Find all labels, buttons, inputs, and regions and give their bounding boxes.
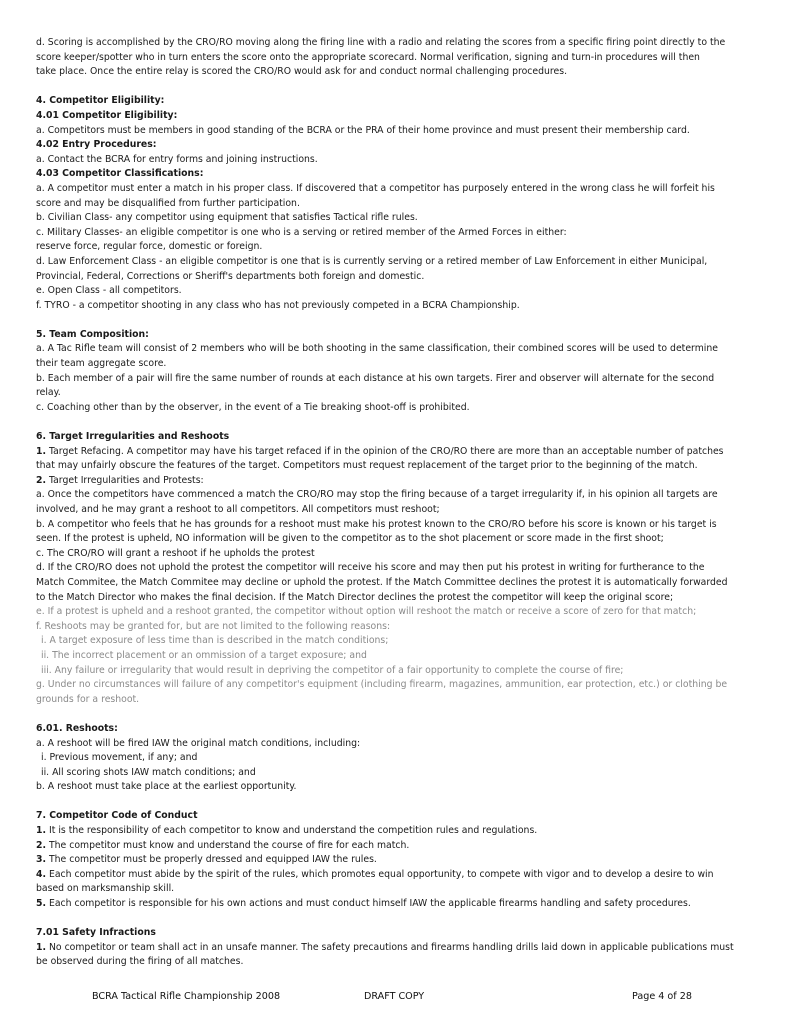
paragraph-grey: g. Under no circumstances will failure of any competitor's equipment (including firearm, magazines, ammunition, ear protection, etc.) or clothing be <box>36 679 728 691</box>
paragraph <box>36 445 760 460</box>
page-footer <box>0 991 791 1005</box>
paragraph: d. Law Enforcement Class - an eligible competitor is one that is is currently serving or a retired member of Law Enforcement in either Municipal, <box>36 255 708 267</box>
section-heading: 7.01 Safety Infractions <box>36 927 156 939</box>
paragraph-d: d. Scoring is accomplished by the CRO/RO moving along the firing line with a radio and relating the scores from a specific firing point directly to the <box>36 37 726 48</box>
paragraph <box>36 474 760 489</box>
paragraph: relay. <box>36 387 61 399</box>
paragraph: d. If the CRO/RO does not uphold the protest the competitor will receive his score and may then put his protest in writing for furtherance to the <box>36 562 705 574</box>
paragraph: seen. If the protest is upheld, NO information will be given to the competitor as to the shot placement or score made in the first shoot; <box>36 533 664 545</box>
paragraph: a. A competitor must enter a match in his proper class. If discovered that a competitor has purposely entered in the wrong class he will forfeit his <box>36 182 715 194</box>
paragraph: based on marksmanship skill. <box>36 883 175 895</box>
paragraph: e. Open Class - all competitors. <box>36 285 182 297</box>
paragraph: b. Civilian Class- any competitor using equipment that satisfies Tactical rifle rules. <box>36 212 418 224</box>
paragraph: be observed during the firing of all matches. <box>36 956 244 968</box>
paragraph: a. Competitors must be members in good standing of the BCRA or the PRA of their home province and must present their membership card. <box>36 124 690 136</box>
item-number: 5. <box>36 898 47 910</box>
item-text: The competitor must be properly dressed and equipped IAW the rules. <box>46 854 377 866</box>
paragraph-d: take place. Once the entire relay is scored the CRO/RO would ask for and conduct normal challenging procedures. <box>36 66 568 78</box>
item-number: 1. <box>36 825 47 837</box>
paragraph <box>36 853 760 868</box>
section-heading: 6.01. Reshoots: <box>36 722 118 734</box>
paragraph: f. TYRO - a competitor shooting in any class who has not previously competed in a BCRA Championship. <box>36 299 520 311</box>
paragraph: that may unfairly obscure the features of the target. Competitors must request replacement of the target prior to the beginning of the match. <box>36 460 698 472</box>
item-number: 2. <box>36 839 47 851</box>
paragraph: to the Match Director who makes the final decision. If the Match Director declines the protest the competitor will keep the original score; <box>36 591 674 603</box>
paragraph <box>36 868 760 883</box>
paragraph: a. A Tac Rifle team will consist of 2 members who will be both shooting in the same classification, their combined scores will be used to determine <box>36 343 718 355</box>
paragraph: a. Contact the BCRA for entry forms and joining instructions. <box>36 153 318 165</box>
paragraph: a. A reshoot will be fired IAW the original match conditions, including: <box>36 737 361 749</box>
item-number: 1. <box>36 445 47 457</box>
paragraph: c. The CRO/RO will grant a reshoot if he upholds the protest <box>36 547 315 559</box>
paragraph: reserve force, regular force, domestic or foreign. <box>36 241 263 253</box>
paragraph: c. Coaching other than by the observer, in the event of a Tie breaking shoot-off is prohibited. <box>36 401 470 413</box>
paragraph-grey: grounds for a reshoot. <box>36 693 140 705</box>
paragraph <box>36 824 760 839</box>
paragraph: their team aggregate score. <box>36 358 167 370</box>
item-text: Each competitor is responsible for his own actions and must conduct himself IAW the applicable firearms handling and safety procedures. <box>46 898 691 910</box>
subsection-heading: 4.02 Entry Procedures: <box>36 139 157 151</box>
paragraph-grey: ii. The incorrect placement or an ommission of a target exposure; and <box>41 649 367 661</box>
item-number: 3. <box>36 854 47 866</box>
item-text: Target Irregularities and Protests: <box>46 474 204 486</box>
footer-page-number: Page 4 of 28 <box>632 991 692 1002</box>
paragraph-grey: f. Reshoots may be granted for, but are not limited to the following reasons: <box>36 620 391 632</box>
paragraph: a. Once the competitors have commenced a match the CRO/RO may stop the firing because of a target irregularity if, in his opinion all targets are <box>36 489 718 501</box>
paragraph: Provincial, Federal, Corrections or Sheriff's departments both foreign and domestic. <box>36 270 425 282</box>
item-text: Each competitor must abide by the spirit of the rules, which promotes equal opportunity, to compete with vigor and to develop a desire to win <box>46 868 714 880</box>
item-text: The competitor must know and understand the course of fire for each match. <box>46 839 410 851</box>
paragraph-grey: iii. Any failure or irregularity that would result in depriving the competitor of a fair opportunity to complete the course of fire; <box>41 664 624 676</box>
paragraph: i. Previous movement, if any; and <box>41 752 198 764</box>
subsection-heading: 4.01 Competitor Eligibility: <box>36 109 178 121</box>
paragraph: c. Military Classes- an eligible competitor is one who is a serving or retired member of the Armed Forces in either: <box>36 226 567 238</box>
section-heading: 5. Team Composition: <box>36 328 149 340</box>
paragraph: b. Each member of a pair will fire the same number of rounds at each distance at his own targets. Firer and observer will alternate for the second <box>36 372 715 384</box>
paragraph: involved, and he may grant a reshoot to all competitors. All competitors must reshoot; <box>36 504 440 515</box>
section-heading: 7. Competitor Code of Conduct <box>36 810 198 822</box>
paragraph <box>36 897 760 912</box>
paragraph-grey: e. If a protest is upheld and a reshoot granted, the competitor without option will reshoot the match or receive a score of zero for that match; <box>36 606 697 618</box>
paragraph <box>36 941 760 956</box>
paragraph-d: score keeper/spotter who in turn enters the score onto the appropriate scorecard. Normal verification, signing and turn-in procedures will then <box>36 51 700 63</box>
item-number: 1. <box>36 941 47 953</box>
paragraph: b. A competitor who feels that he has grounds for a reshoot must make his protest known to the CRO/RO before his score is known or his target is <box>36 518 717 530</box>
paragraph: score and may be disqualified from further participation. <box>36 197 300 209</box>
paragraph: Match Commitee, the Match Commitee may decline or uphold the protest. If the Match Committee declines the protest it is automatically forwarded <box>36 576 728 588</box>
item-text: No competitor or team shall act in an unsafe manner. The safety precautions and firearms handling drills laid down in applicable publications must <box>46 941 734 953</box>
section-heading: 6. Target Irregularities and Reshoots <box>36 431 230 443</box>
item-text: Target Refacing. A competitor may have his target refaced if in the opinion of the CRO/RO there are more than an acceptable number of patches <box>46 445 724 457</box>
footer-draft-label: DRAFT COPY <box>364 991 425 1002</box>
item-number: 4. <box>36 868 47 880</box>
paragraph: ii. All scoring shots IAW match conditions; and <box>41 766 256 778</box>
document-page <box>36 36 760 970</box>
subsection-heading: 4.03 Competitor Classifications: <box>36 168 204 180</box>
item-text: It is the responsibility of each competitor to know and understand the competition rules and regulations. <box>46 825 538 837</box>
footer-title: BCRA Tactical Rifle Championship 2008 <box>92 991 281 1002</box>
section-heading: 4. Competitor Eligibility: <box>36 95 165 107</box>
item-number: 2. <box>36 474 47 486</box>
paragraph <box>36 839 760 854</box>
paragraph-grey: i. A target exposure of less time than is described in the match conditions; <box>41 635 389 647</box>
paragraph: b. A reshoot must take place at the earliest opportunity. <box>36 781 297 793</box>
